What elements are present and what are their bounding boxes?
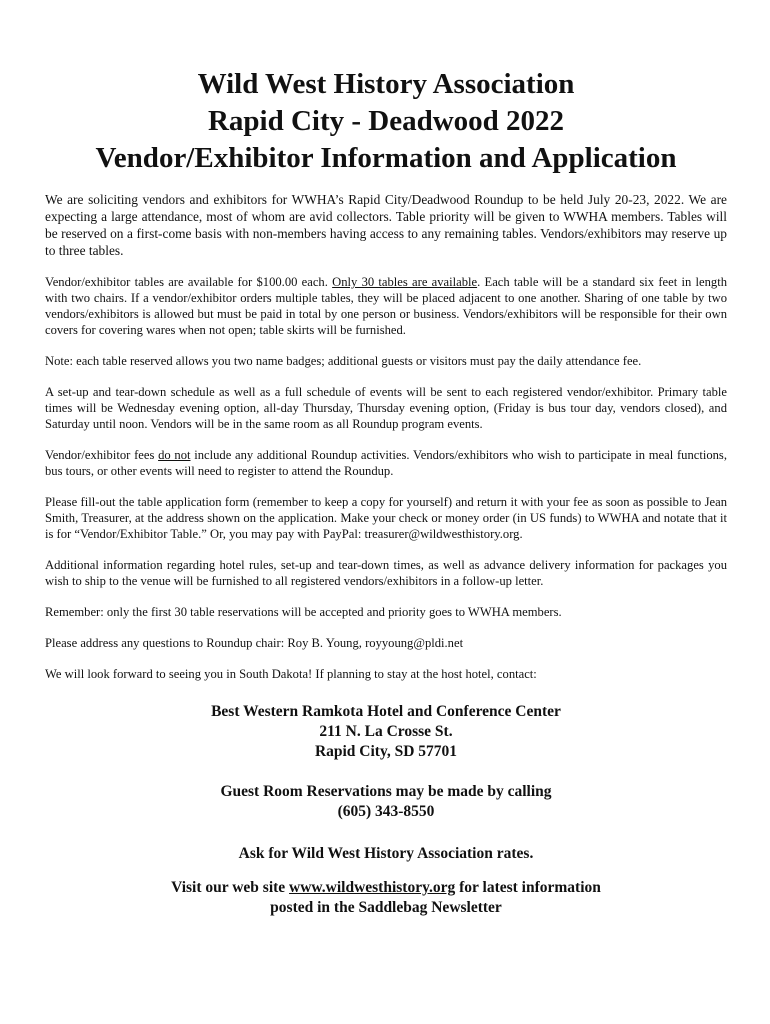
reminder-paragraph: Remember: only the first 30 table reservations will be accepted and priority goes to WWHA members. (45, 605, 562, 619)
rates-line: Ask for Wild West History Association rates. (238, 845, 534, 862)
closing-paragraph: We will look forward to seeing you in South Dakota! If planning to stay at the host hotel, contact: (45, 667, 537, 681)
fees-do-not-underlined: do not (158, 448, 191, 462)
reservations-block (45, 782, 727, 822)
document-page (45, 66, 727, 918)
website-line-2: posted in the Saddlebag Newsletter (270, 899, 502, 916)
hotel-street: 211 N. La Crosse St. (319, 723, 453, 740)
hotel-contact-block (45, 702, 727, 762)
reservations-phone: (605) 343-8550 (337, 803, 435, 820)
reservations-line: Guest Room Reservations may be made by calling (220, 783, 552, 800)
website-prefix: Visit our web site (171, 879, 290, 896)
intro-paragraph: We are soliciting vendors and exhibitors for WWHA’s Rapid City/Deadwood Roundup to be held July 20-23, 2022. We are expecting a large attendance, most of whom are avid collectors. Table priority will be given to WWHA members. Tables will be reserved on a first-come basis with non-members having access to any remaining tables. Vendors/exhibitors may reserve up to three tables. (45, 192, 727, 258)
badges-note-paragraph: Note: each table reserved allows you two name badges; additional guests or visitors must pay the daily attendance fee. (45, 354, 642, 368)
additional-info-paragraph: Additional information regarding hotel rules, set-up and tear-down times, as well as advance delivery information for packages you wish to ship to the venue will be furnished to all registered vendors/exhibitors in a follow-up letter. (45, 558, 727, 588)
title-line-2: Rapid City - Deadwood 2022 (207, 105, 565, 137)
fees-text-b: include any additional Roundup activities. Vendors/exhibitors who wish to participate in meal functions, bus tours, or other events will need to register to attend the Roundup. (45, 448, 727, 478)
website-link[interactable]: www.wildwesthistory.org (289, 879, 456, 896)
tables-text-b: . Each table will be a standard six feet in length with two chairs. If a vendor/exhibitor orders multiple tables, they will be placed adjacent to one another. Sharing of one table by two vendors/exhibitors is allowed but must be paid in total by one person or business. Vendors/exhibitors will be responsible for their own covers for covering wares when not open; table skirts will be furnished. (45, 275, 727, 337)
tables-text-a: Vendor/exhibitor tables are available for $100.00 each. (45, 275, 333, 289)
fees-text-a: Vendor/exhibitor fees (45, 448, 159, 462)
website-suffix: for latest information (455, 879, 601, 896)
questions-paragraph: Please address any questions to Roundup chair: Roy B. Young, royyoung@pldi.net (45, 636, 464, 650)
title-line-1: Wild West History Association (197, 68, 575, 100)
document-title (45, 66, 727, 177)
schedule-paragraph: A set-up and tear-down schedule as well as a full schedule of events will be sent to each registered vendor/exhibitor. Primary table times will be Wednesday evening option, all-day Thursday, Thursday evening option, (Friday is bus tour day, vendors closed), and Saturday until noon. Vendors will be in the same room as all Roundup program events. (45, 385, 727, 431)
hotel-name: Best Western Ramkota Hotel and Conference Center (211, 703, 561, 720)
hotel-city: Rapid City, SD 57701 (314, 743, 458, 760)
application-paragraph: Please fill-out the table application form (remember to keep a copy for yourself) and return it with your fee as soon as possible to Jean Smith, Treasurer, at the address shown on the application. Make your check or money order (in US funds) to WWHA and notate that it is for “Vendor/Exhibitor Table.” Or, you may pay with PayPal: treasurer@wildwesthistory.org. (45, 495, 727, 541)
website-line-1 (45, 878, 727, 898)
website-block (45, 878, 727, 918)
tables-limit-underlined: Only 30 tables are available (332, 275, 478, 289)
fees-paragraph (45, 447, 727, 479)
tables-paragraph (45, 274, 727, 338)
title-line-3: Vendor/Exhibitor Information and Application (95, 142, 677, 174)
